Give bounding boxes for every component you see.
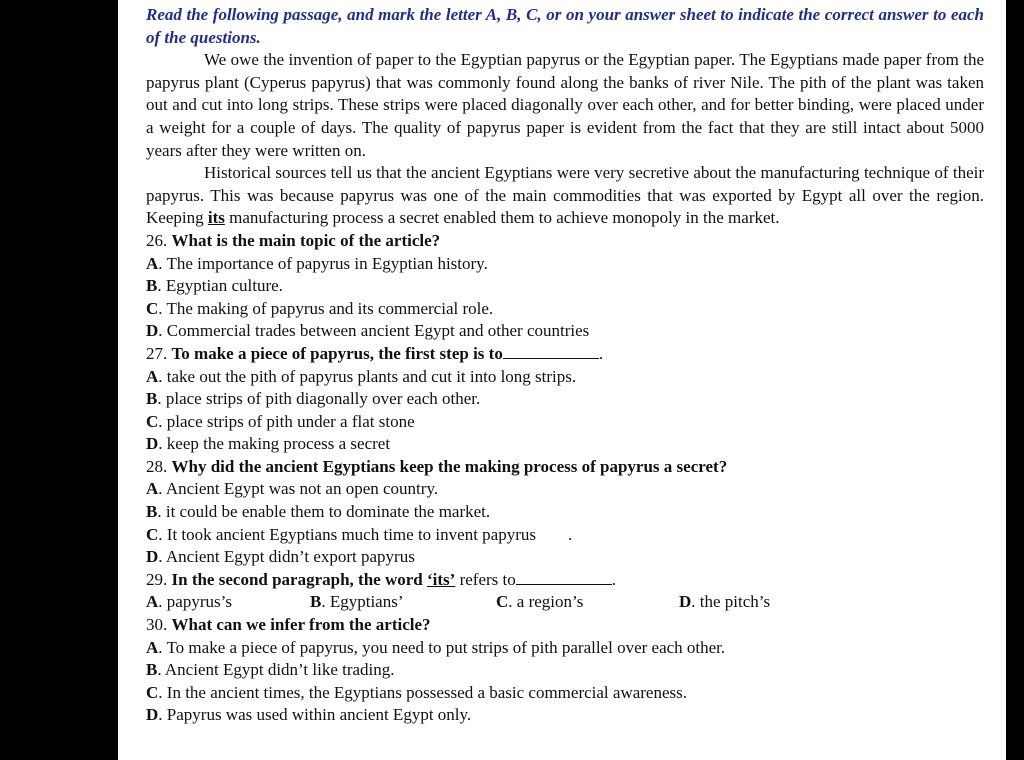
instructions: Read the following passage, and mark the letter A, B, C, or on your answer sheet to indicate the correct answer to each of the questions. xyxy=(146,5,984,47)
option[interactable]: D. Commercial trades between ancient Egypt and other countries xyxy=(146,321,590,341)
answer-blank xyxy=(516,570,612,585)
answer-blank xyxy=(503,344,599,359)
question-26: 26. What is the main topic of the article? xyxy=(146,230,441,250)
option-row xyxy=(146,591,984,614)
question-28: 28. Why did the ancient Egyptians keep the making process of papyrus a secret? xyxy=(146,456,728,476)
option[interactable]: B. Egyptians’ xyxy=(310,592,404,612)
question-29: 29. In the second paragraph, the word ‘its’ refers to . xyxy=(146,569,616,589)
option[interactable]: D. keep the making process a secret xyxy=(146,434,391,454)
option[interactable]: C. It took ancient Egyptians much time to invent papyrus . xyxy=(146,524,573,544)
option[interactable]: B. Egyptian culture. xyxy=(146,276,283,296)
option[interactable]: C. In the ancient times, the Egyptians possessed a basic commercial awareness. xyxy=(146,682,687,702)
option[interactable]: C. place strips of pith under a flat stone xyxy=(146,411,415,431)
underlined-word-its: its xyxy=(207,208,225,228)
question-text: What is the main topic of the article? xyxy=(171,230,441,250)
question-30: 30. What can we infer from the article? xyxy=(146,615,431,635)
quoted-word-its: ‘its’ xyxy=(427,569,456,589)
question-text: Why did the ancient Egyptians keep the making process of papyrus a secret? xyxy=(171,456,728,476)
option[interactable]: D. the pitch’s xyxy=(679,592,771,612)
passage-paragraph-1: We owe the invention of paper to the Egyptian papyrus or the Egyptian paper. The Egyptians made paper from the papyrus plant (Cyperus papyrus) that was commonly found along the banks of river Nile. The pith of the plant was taken out and cut into long strips. These strips were placed diagonally over each other, and for better binding, were placed under a weight for a couple of days. The quality of papyrus paper is evident from the fact that they are still intact about 5000 years after they were written on. xyxy=(146,50,984,160)
option[interactable]: B. Ancient Egypt didn’t like trading. xyxy=(146,660,395,680)
option[interactable]: A. take out the pith of papyrus plants and cut it into long strips. xyxy=(146,366,577,386)
question-27: 27. To make a piece of papyrus, the first step is to . xyxy=(146,343,604,363)
option[interactable]: B. it could be enable them to dominate the market. xyxy=(146,502,491,522)
document-page xyxy=(118,0,1006,760)
question-text: In the second paragraph, the word xyxy=(171,569,427,589)
option[interactable]: D. Ancient Egypt didn’t export papyrus xyxy=(146,547,415,567)
question-text: To make a piece of papyrus, the first step is to xyxy=(171,343,503,363)
question-text: What can we infer from the article? xyxy=(171,615,431,635)
passage-paragraph-2: Historical sources tell us that the ancient Egyptians were very secretive about the manufacturing technique of their papyrus. This was because papyrus was one of the main commodities that was exported by Egypt all over the region. Keeping its manufacturing process a secret enabled them to achieve monopoly in the market. xyxy=(146,163,984,228)
stray-mark: . xyxy=(567,524,573,544)
option[interactable]: C. a region’s xyxy=(496,592,584,612)
option[interactable]: A. Ancient Egypt was not an open country. xyxy=(146,479,439,499)
option[interactable]: A. The importance of papyrus in Egyptian history. xyxy=(146,253,488,273)
option[interactable]: A. papyrus’s xyxy=(146,592,232,612)
option[interactable]: D. Papyrus was used within ancient Egypt only. xyxy=(146,705,472,725)
option[interactable]: A. To make a piece of papyrus, you need to put strips of pith parallel over each other. xyxy=(146,637,726,657)
option[interactable]: B. place strips of pith diagonally over each other. xyxy=(146,389,481,409)
option[interactable]: C. The making of papyrus and its commercial role. xyxy=(146,298,494,318)
document-content xyxy=(146,4,984,727)
